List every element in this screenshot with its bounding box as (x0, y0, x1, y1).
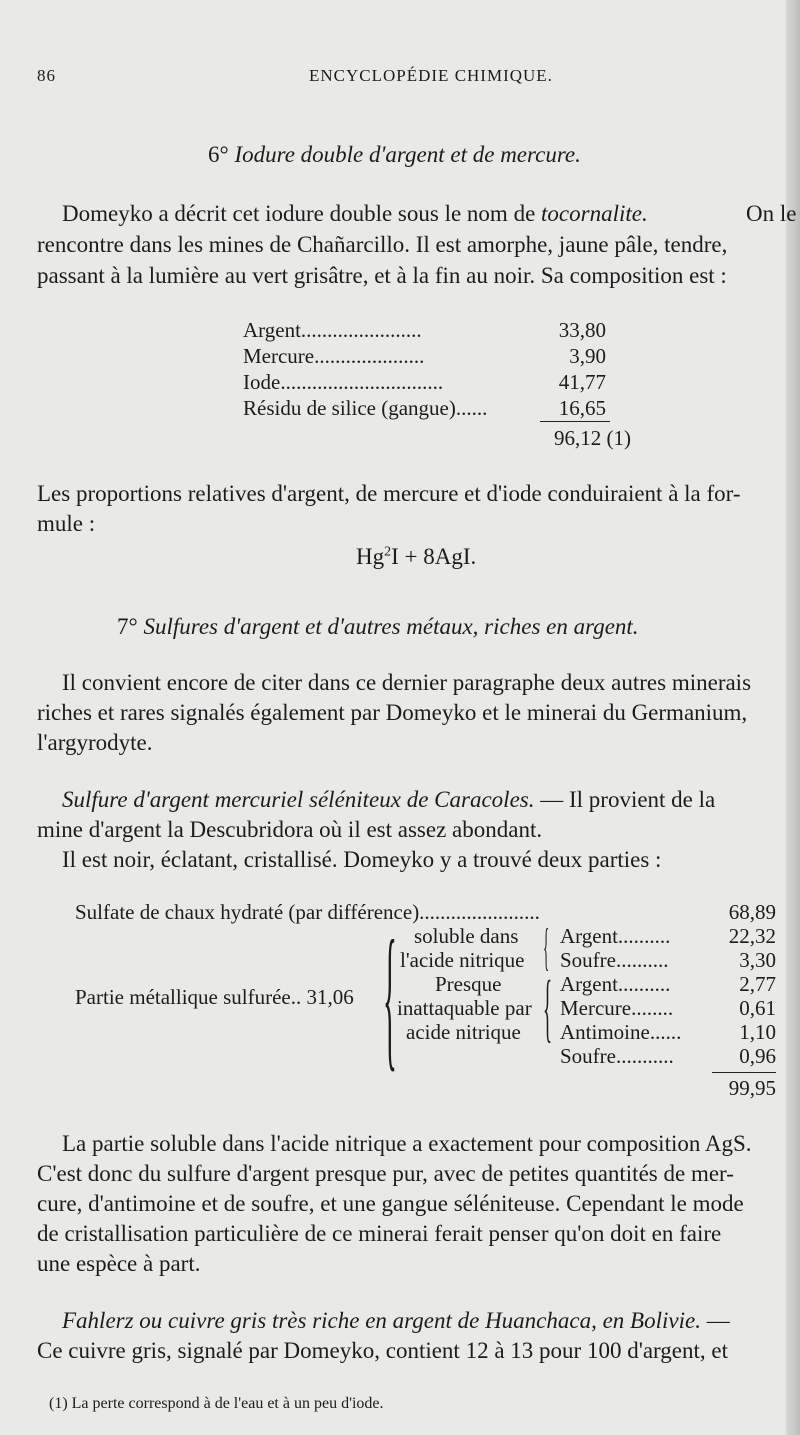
section7-number: 7° (117, 614, 138, 639)
item-label: Mercure........ (560, 996, 674, 1020)
sulfure-total: 99,95 (728, 1076, 776, 1100)
item-label: Soufre........... (560, 1044, 674, 1068)
item-label: Argent.......... (560, 924, 671, 948)
composition-value: 3,90 (569, 344, 606, 368)
soluble-line4: de cristallisation particulière de ce minerai ferait penser qu'on doit en faire (37, 1221, 722, 1246)
section7-title: Sulfures d'argent et d'autres métaux, riches en argent. (143, 614, 639, 639)
sulfate-label: Sulfate de chaux hydraté (par différence)....................... (75, 900, 540, 924)
footnote-ref: (1) (606, 426, 631, 450)
item-label: Antimoine...... (560, 1020, 682, 1044)
composition-total: 96,12 (1) (554, 426, 631, 450)
sum-rule (712, 1072, 776, 1073)
item-value: 1,10 (739, 1020, 776, 1044)
section6-number: 6° (208, 142, 229, 167)
item-value: 3,30 (739, 948, 776, 972)
sulfure-title: Sulfure d'argent mercuriel séléniteux de Caracoles. (62, 787, 535, 812)
composition-value: 41,77 (558, 370, 606, 394)
group2-line3: acide nitrique (406, 1020, 521, 1044)
section7-heading (117, 614, 639, 640)
section6-heading (208, 142, 581, 168)
composition-value: 16,65 (558, 396, 606, 420)
inner-brace-2: { (543, 966, 553, 1050)
section6-title: Iodure double d'argent et de mercure. (234, 142, 581, 167)
item-value: 0,61 (739, 996, 776, 1020)
section6-para-line2: rencontre dans les mines de Chañarcillo. Il est amorphe, jaune pâle, tendre, (37, 232, 728, 257)
soluble-line3: cure, d'antimoine et de soufre, et une gangue séléniteuse. Cependant le mode (37, 1191, 744, 1216)
sulfure-line1: Sulfure d'argent mercuriel séléniteux de Caracoles. — Il provient de la (62, 787, 716, 812)
proportions-line2: mule : (37, 511, 96, 536)
item-value: 2,77 (739, 972, 776, 996)
group1-line2: l'acide nitrique (400, 948, 525, 972)
section7-para-line1: Il convient encore de citer dans ce dernier paragraphe deux autres minerais (62, 670, 752, 695)
item-label: Argent.......... (560, 972, 671, 996)
outer-brace: { (383, 907, 397, 1085)
section7-para-line3: l'argyrodyte. (37, 730, 153, 755)
section6-para-line3: passant à la lumière au vert grisâtre, et à la fin au noir. Sa composition est : (37, 263, 727, 288)
tocornalite-term: tocornalite. (541, 201, 648, 226)
fahlerz-line2: Ce cuivre gris, signalé par Domeyko, contient 12 à 13 pour 100 d'argent, et (37, 1338, 728, 1363)
composition-label: Iode............................... (243, 370, 444, 394)
running-title: ENCYCLOPÉDIE CHIMIQUE. (309, 66, 553, 85)
group2-line1: Presque (435, 972, 502, 996)
sum-rule (540, 421, 610, 422)
proportions-line1: Les proportions relatives d'argent, de mercure et d'iode conduiraient à la for- (37, 481, 741, 506)
item-label: Soufre.......... (560, 948, 669, 972)
composition-label: Mercure..................... (243, 344, 425, 368)
inner-brace-1: { (543, 919, 550, 976)
group2-line2: inattaquable par (397, 996, 532, 1020)
soluble-line2: C'est donc du sulfure d'argent presque pur, avec de petites quantités de mer- (37, 1161, 734, 1186)
soluble-line1: La partie soluble dans l'acide nitrique a exactement pour composition AgS. (62, 1131, 752, 1156)
item-value: 22,32 (728, 924, 776, 948)
sulfure-line3: Il est noir, éclatant, cristallisé. Domeyko y a trouvé deux parties : (62, 847, 662, 872)
fahlerz-title: Fahlerz ou cuivre gris très riche en argent de Huanchaca, en Bolivie. (62, 1308, 701, 1333)
group1-line1: soluble dans (414, 924, 519, 948)
composition-value: 33,80 (558, 318, 606, 342)
sulfure-line2: mine d'argent la Descubridora où il est assez abondant. (37, 817, 543, 842)
page-number: 86 (37, 66, 56, 85)
footnote: (1) La perte correspond à de l'eau et à un peu d'iode. (49, 1395, 384, 1412)
formula: $Hg^2I + 8AgI$. (356, 544, 477, 569)
item-value: 0,96 (739, 1044, 776, 1068)
composition-label: Argent....................... (243, 318, 422, 342)
section6-para-line1-end: On le (746, 201, 797, 226)
section6-para-line1: Domeyko a décrit cet iodure double sous le nom de tocornalite. (62, 201, 648, 226)
fahlerz-line1: Fahlerz ou cuivre gris très riche en argent de Huanchaca, en Bolivie. — (62, 1308, 730, 1333)
composition-label: Résidu de silice (gangue)...... (243, 396, 488, 420)
soluble-line5: une espèce à part. (37, 1251, 201, 1276)
sulfate-value: 68,89 (728, 900, 776, 924)
section7-para-line2: riches et rares signalés également par Domeyko et le minerai du Germanium, (37, 700, 748, 725)
partie-label: Partie métallique sulfurée.. 31,06 (75, 985, 354, 1009)
